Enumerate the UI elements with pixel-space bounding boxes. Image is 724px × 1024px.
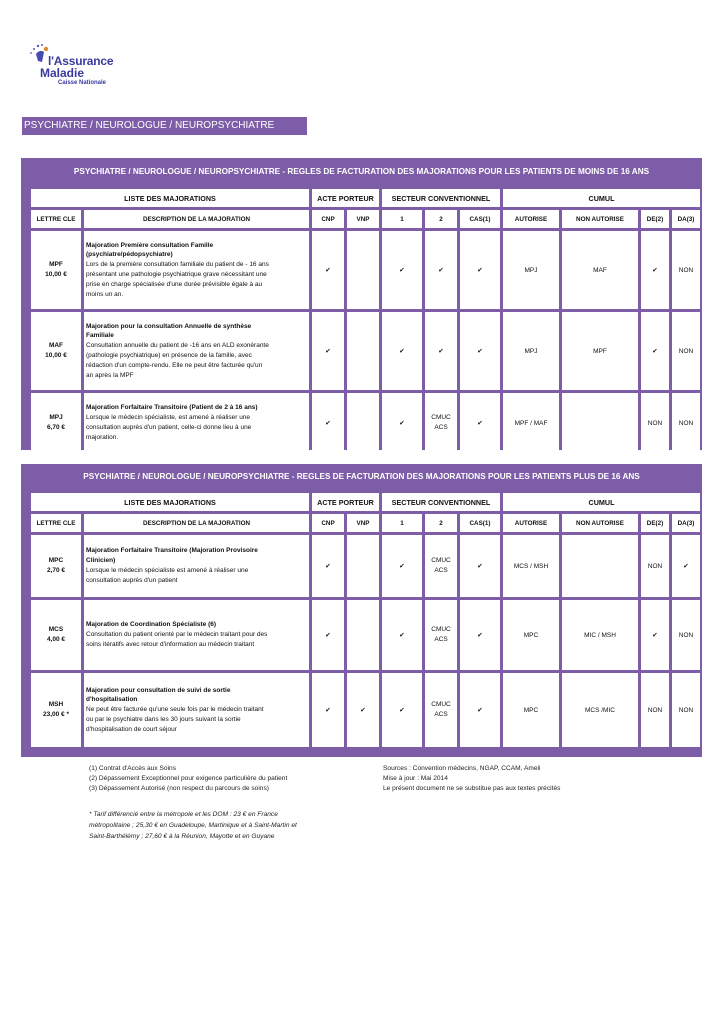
group-header: LISTE DES MAJORATIONS	[31, 493, 309, 511]
assurance-maladie-logo	[26, 40, 136, 92]
da-cell: NON	[672, 312, 700, 390]
vnp-cell	[347, 535, 379, 597]
column-header: DA(3)	[672, 210, 700, 228]
cas-cell: ✔	[460, 535, 500, 597]
da-cell: NON	[672, 393, 700, 453]
secteur-1-cell: ✔	[382, 231, 422, 309]
description-title-cont: d'hospitalisation	[86, 696, 138, 704]
panel-title: PSYCHIATRE / NEUROLOGUE / NEUROPSYCHIATRE - REGLES DE FACTURATION DES MAJORATIONS POUR LES PATIENTS DE MOINS DE 16 ANS	[73, 167, 650, 176]
description-title: Majoration Forfaitaire Transitoire (Patient de 2 à 16 ans)	[86, 404, 258, 412]
lettre-cle-cell	[31, 535, 81, 597]
secteur-1-cell: ✔	[382, 535, 422, 597]
footnotes-left	[89, 764, 287, 794]
description-line: présentant une pathologie psychiatrique grave nécessitant une	[86, 271, 267, 278]
cnp-cell: ✔	[312, 393, 344, 453]
group-header: SECTEUR CONVENTIONNEL	[382, 189, 500, 207]
cumul-autorise-cell: MCS / MSH	[503, 535, 559, 597]
price-label: 6,70 €	[46, 424, 66, 431]
column-header: LETTRE CLE	[31, 514, 81, 532]
group-header: ACTE PORTEUR	[312, 493, 379, 511]
group-header: CUMUL	[503, 189, 700, 207]
page-banner: PSYCHIATRE / NEUROLOGUE / NEUROPSYCHIATRE	[22, 117, 307, 135]
description-cell	[84, 231, 309, 309]
description-title: Majoration Forfaitaire Transitoire (Majoration Provisoire	[86, 547, 258, 555]
cnp-cell: ✔	[312, 673, 344, 747]
description-title: Majoration pour consultation de suivi de sortie	[86, 686, 231, 694]
description-cell	[84, 535, 309, 597]
description-cell	[84, 673, 309, 747]
lettre-cle-cell	[31, 393, 81, 453]
price-label: 10,00 €	[45, 271, 67, 278]
description-title-cont: Clinicien)	[86, 557, 116, 565]
cas-cell: ✔	[460, 600, 500, 670]
column-header: CNP	[312, 210, 344, 228]
description-line: d'hospitalisation de court séjour	[86, 725, 177, 733]
description-line: Lors de la première consultation familiale du patient de - 16 ans	[86, 261, 269, 269]
cumul-autorise-cell: MPJ	[503, 312, 559, 390]
da-cell: NON	[672, 673, 700, 747]
price-label: 23,00 € *	[42, 711, 70, 718]
secteur-1-cell: ✔	[382, 312, 422, 390]
code-label: MSH	[48, 701, 64, 708]
column-header: DESCRIPTION DE LA MAJORATION	[84, 210, 309, 228]
column-header: 2	[425, 210, 457, 228]
description-line: rédaction d'un compte-rendu. Elle ne peut être facturée qu'un	[86, 361, 263, 369]
description-line: consultation auprès d'un patient, celle-ci donne lieu à une	[86, 424, 252, 431]
secteur-2-cell: ✔	[425, 312, 457, 390]
vnp-cell	[347, 312, 379, 390]
column-header: DA(3)	[672, 514, 700, 532]
cas-cell: ✔	[460, 312, 500, 390]
column-header: DE(2)	[641, 514, 669, 532]
price-label: 2,70 €	[46, 567, 66, 574]
de-cell: NON	[641, 393, 669, 453]
description-cell	[84, 393, 309, 453]
group-header: CUMUL	[503, 493, 700, 511]
description-line: prise en charge spécialisée d'une durée prévisible égale à au	[86, 280, 263, 288]
footnote-3: (3) Dépassement Autorisé (non respect du parcours de soins)	[89, 785, 269, 792]
description-cell	[84, 312, 309, 390]
cas-cell: ✔	[460, 673, 500, 747]
column-header: NON AUTORISE	[562, 210, 638, 228]
description-line: Lorsque le médecin spécialiste est amené à réaliser une	[86, 567, 249, 574]
secteur-2-cell: ✔	[425, 231, 457, 309]
column-header: VNP	[347, 210, 379, 228]
description-line: Consultation annuelle du patient de -16 ans en ALD exonérante	[86, 342, 269, 350]
table-row	[31, 393, 700, 453]
sources-line: Sources : Convention médecins, NGAP, CCAM, Ameli	[383, 765, 541, 772]
column-header: DE(2)	[641, 210, 669, 228]
footnote-2: (2) Dépassement Exceptionnel pour exigence particulière du patient	[89, 775, 288, 782]
description-cell	[84, 600, 309, 670]
da-cell: ✔	[672, 535, 700, 597]
code-label: MPC	[48, 557, 64, 564]
sources-block	[383, 764, 560, 794]
column-header: VNP	[347, 514, 379, 532]
da-cell: NON	[672, 231, 700, 309]
description-line: ou par le psychiatre dans les 30 jours suivant la sortie	[86, 715, 241, 723]
column-header: CAS(1)	[460, 514, 500, 532]
lettre-cle-cell	[31, 312, 81, 390]
column-header: NON AUTORISE	[562, 514, 638, 532]
update-line: Mise à jour : Mai 2014	[383, 775, 448, 782]
footnote-1: (1) Contrat d'Accès aux Soins	[89, 765, 177, 772]
logo-line1: l'Assurance	[48, 54, 114, 68]
lettre-cle-cell	[31, 231, 81, 309]
vnp-cell	[347, 231, 379, 309]
group-header: LISTE DES MAJORATIONS	[31, 189, 309, 207]
column-header: AUTORISE	[503, 210, 559, 228]
tarif-line-1: * Tarif différencié entre la métropole et les DOM : 23 € en France	[89, 811, 278, 818]
description-line: moins un an.	[86, 290, 124, 298]
description-line: soins itératifs avec retour d'information au médecin traitant	[86, 640, 255, 648]
secteur-2-cell: CMUC ACS	[425, 535, 457, 597]
cumul-autorise-cell: MPJ	[503, 231, 559, 309]
cumul-non-autorise-cell	[562, 535, 638, 597]
description-line: Ne peut être facturée qu'une seule fois par le médecin traitant	[86, 706, 264, 714]
lettre-cle-cell	[31, 600, 81, 670]
description-title: Majoration Première consultation Famille	[86, 241, 214, 249]
column-header: CNP	[312, 514, 344, 532]
tarif-note	[89, 809, 297, 842]
description-line: consultation auprès d'un patient	[86, 576, 178, 584]
logo-line2: Maladie	[40, 66, 85, 80]
majorations-panel-2	[21, 464, 702, 757]
table-row	[31, 673, 700, 747]
description-line: Consultation du patient orienté par le médecin traitant pour des	[86, 631, 268, 639]
cas-cell: ✔	[460, 393, 500, 453]
cnp-cell: ✔	[312, 231, 344, 309]
description-title: Majoration pour la consultation Annuelle de synthèse	[86, 322, 252, 330]
column-header: CAS(1)	[460, 210, 500, 228]
logo-line3: Caisse Nationale	[58, 80, 107, 86]
price-label: 10,00 €	[45, 352, 67, 359]
description-title-cont: Familiale	[86, 332, 114, 340]
cumul-non-autorise-cell: MCS /MIC	[562, 673, 638, 747]
cumul-autorise-cell: MPF / MAF	[503, 393, 559, 453]
description-line: Lorsque le médecin spécialiste, est amené à réaliser une	[86, 414, 251, 422]
secteur-1-cell: ✔	[382, 393, 422, 453]
vnp-cell: ✔	[347, 673, 379, 747]
tarif-line-2: métropolitaine ; 25,30 € en Guadeloupe, Martinique et à Saint-Martin et	[89, 822, 297, 829]
group-header: SECTEUR CONVENTIONNEL	[382, 493, 500, 511]
majorations-table	[28, 186, 703, 456]
column-header: LETTRE CLE	[31, 210, 81, 228]
de-cell: NON	[641, 673, 669, 747]
column-header: 1	[382, 210, 422, 228]
lettre-cle-cell	[31, 673, 81, 747]
disclaimer-line: Le présent document ne se substitue pas aux textes précités	[383, 785, 561, 792]
cnp-cell: ✔	[312, 600, 344, 670]
vnp-cell	[347, 393, 379, 453]
de-cell: ✔	[641, 312, 669, 390]
column-header: AUTORISE	[503, 514, 559, 532]
panel-title: PSYCHIATRE / NEUROLOGUE / NEUROPSYCHIATRE - REGLES DE FACTURATION DES MAJORATIONS POUR LES PATIENTS PLUS DE 16 ANS	[83, 472, 640, 481]
cumul-non-autorise-cell	[562, 393, 638, 453]
majorations-table	[28, 490, 703, 750]
secteur-2-cell: CMUC ACS	[425, 600, 457, 670]
price-label: 4,00 €	[46, 636, 66, 643]
code-label: MCS	[48, 626, 64, 633]
cumul-non-autorise-cell: MAF	[562, 231, 638, 309]
description-line: an après la MPF	[86, 371, 134, 379]
column-header: 1	[382, 514, 422, 532]
de-cell: NON	[641, 535, 669, 597]
vnp-cell	[347, 600, 379, 670]
cumul-autorise-cell: MPC	[503, 600, 559, 670]
column-header: DESCRIPTION DE LA MAJORATION	[84, 514, 309, 532]
de-cell: ✔	[641, 231, 669, 309]
cnp-cell: ✔	[312, 535, 344, 597]
de-cell: ✔	[641, 600, 669, 670]
cumul-autorise-cell: MPC	[503, 673, 559, 747]
cas-cell: ✔	[460, 231, 500, 309]
code-label: MPF	[49, 261, 63, 268]
majorations-panel-1	[21, 158, 702, 450]
description-title: Majoration de Coordination Spécialiste (6)	[86, 621, 217, 629]
table-row	[31, 535, 700, 597]
code-label: MPJ	[49, 414, 63, 421]
secteur-1-cell: ✔	[382, 673, 422, 747]
code-label: MAF	[48, 342, 64, 349]
table-row	[31, 231, 700, 309]
secteur-2-cell: CMUC ACS	[425, 673, 457, 747]
description-line: majoration.	[86, 433, 119, 441]
secteur-1-cell: ✔	[382, 600, 422, 670]
cumul-non-autorise-cell: MIC / MSH	[562, 600, 638, 670]
description-title-cont: (psychiatre/pédopsychiatre)	[86, 251, 173, 259]
tarif-line-3: Saint-Barthélémy ; 27,60 € à la Réunion, Mayotte et en Guyane	[89, 833, 275, 840]
cnp-cell: ✔	[312, 312, 344, 390]
table-row	[31, 312, 700, 390]
description-line: (pathologie psychiatrique) en présence de la famille, avec	[86, 352, 252, 359]
column-header: 2	[425, 514, 457, 532]
group-header: ACTE PORTEUR	[312, 189, 379, 207]
table-row	[31, 600, 700, 670]
cumul-non-autorise-cell: MPF	[562, 312, 638, 390]
secteur-2-cell: CMUC ACS	[425, 393, 457, 453]
da-cell: NON	[672, 600, 700, 670]
